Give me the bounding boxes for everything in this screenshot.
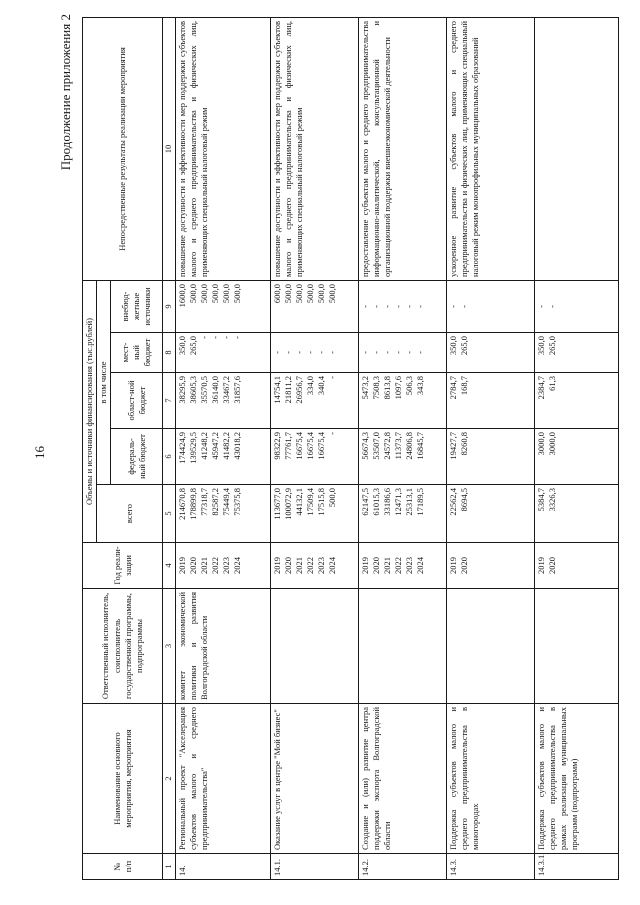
- table-row: [271, 17, 359, 879]
- regional-values: 14754,1 21811,2 26956,7 334,0 340,4 -: [271, 373, 359, 429]
- local-values: - - - - - -: [359, 333, 447, 373]
- federal-values: 174424,9 139529,5 41248,2 45947,2 41482,2 43018,2: [176, 429, 271, 485]
- federal-values: 98322,9 77761,7 16675,4 16675,4 16675,4 -: [271, 429, 359, 485]
- table-row: [447, 17, 535, 879]
- years: 2019 2020 2021 2022 2023 2024: [359, 543, 447, 589]
- result-text: ускоренное развитие субъектов малого и среднего предпринимательства и физических лиц, применяющих специальный налоговый режим монопрофильных муниципальных образований: [447, 17, 535, 280]
- row-number: 14.1.: [271, 854, 359, 880]
- header-extra: внебюд-жетные источники: [111, 280, 163, 332]
- result-text: предоставление субъектам малого и среднего предпринимательства информационно-аналитической, консультационной и организационной поддержки внешнеэкономической деятельности: [359, 17, 447, 280]
- executor: [359, 589, 447, 704]
- total-values: 214670,8 178899,8 77318,7 82587,2 75449,4 75375,8: [176, 485, 271, 543]
- measure-name: Региональный проект "Акселерация субъектов малого и среднего предпринимательства": [176, 704, 271, 854]
- executor: [535, 589, 619, 704]
- table-row: [176, 17, 271, 879]
- header-federal: федераль-ный бюджет: [111, 429, 163, 485]
- extra-values: 1600,0 500,0 500,0 500,0 500,0 500,0: [176, 280, 271, 332]
- executor: [271, 589, 359, 704]
- row-number: 14.2.: [359, 854, 447, 880]
- executor: [447, 589, 535, 704]
- total-values: 22562,4 8694,5: [447, 485, 535, 543]
- extra-values: - -: [447, 280, 535, 332]
- measure-name: Оказание услуг в центре "Мой бизнес": [271, 704, 359, 854]
- total-values: 5384,7 3326,3: [535, 485, 619, 543]
- table-row: [359, 17, 447, 879]
- header-incl: в том числе: [97, 280, 111, 484]
- years: 2019 2020 2021 2022 2023 2024: [176, 543, 271, 589]
- header-executor: Ответственный исполнитель, соисполнитель государственной программы, подпрограммы: [83, 589, 163, 704]
- row-number: 14.3.1.: [535, 854, 619, 880]
- header-results: Непосредственные результаты реализации мероприятия: [83, 17, 163, 280]
- years: 2019 2020: [535, 543, 619, 589]
- header-funding: Объемы и источники финансирования (тыс.рублей): [83, 280, 97, 542]
- table-row: [535, 17, 619, 879]
- extra-values: - - - - - -: [359, 280, 447, 332]
- extra-values: - -: [535, 280, 619, 332]
- col-number: 4: [163, 543, 176, 589]
- measure-name: Поддержка субъектов малого и среднего предпринимательства в моногородах: [447, 704, 535, 854]
- years: 2019 2020 2021 2022 2023 2024: [271, 543, 359, 589]
- total-values: 62147,5 61015,3 33186,6 12471,3 25313,1 17189,5: [359, 485, 447, 543]
- col-number: 1: [163, 854, 176, 880]
- federal-values: 3000,0 3000,0: [535, 429, 619, 485]
- col-number: 3: [163, 589, 176, 704]
- page-number: 16: [32, 446, 47, 459]
- continuation-title: Продолжение приложения 2: [58, 14, 73, 171]
- measure-name: Создание и (или) развитие центра поддержки экспорта Волгоградской области: [359, 704, 447, 854]
- program-table: [82, 17, 619, 880]
- result-text: повышение доступности и эффективности мер поддержки субъектов малого и среднего предпринимательства и физических лиц, применяющих специальный налоговый режим: [271, 17, 359, 280]
- header-no: № п/п: [83, 854, 163, 880]
- col-number: 5: [163, 485, 176, 543]
- executor: комитет экономической политики и развития Волгоградской области: [176, 589, 271, 704]
- col-number: 10: [163, 17, 176, 280]
- result-text: повышение доступности и эффективности мер поддержки субъектов малого и среднего предпринимательства и физических лиц, применяющих специальный налоговый режим: [176, 17, 271, 280]
- total-values: 113677,0 100072,9 44132,1 17509,4 17515,8 500,0: [271, 485, 359, 543]
- col-number: 8: [163, 333, 176, 373]
- header-local: мест-ный бюджет: [111, 333, 163, 373]
- measure-name: Поддержка субъектов малого и среднего предпринимательства в рамках реализации муниципальных программ (подпрограмм): [535, 704, 619, 854]
- col-number: 6: [163, 429, 176, 485]
- federal-values: 56674,3 53507,0 24572,8 11373,7 24806,8 16845,7: [359, 429, 447, 485]
- local-values: 350,0 265,0: [447, 333, 535, 373]
- regional-values: 38295,9 38605,3 35570,5 36140,0 33467,2 31857,6: [176, 373, 271, 429]
- federal-values: 19427,7 8260,8: [447, 429, 535, 485]
- regional-values: 2784,7 168,7: [447, 373, 535, 429]
- extra-values: 600,0 500,0 500,0 500,0 500,0 500,0: [271, 280, 359, 332]
- header-regional: област-ной бюджет: [111, 373, 163, 429]
- local-values: 350,0 265,0 - - - -: [176, 333, 271, 373]
- col-number: 2: [163, 704, 176, 854]
- header-total: всего: [97, 485, 163, 543]
- regional-values: 2384,7 61,3: [535, 373, 619, 429]
- header-year: Год реали-зации: [83, 543, 163, 589]
- local-values: - - - - - -: [271, 333, 359, 373]
- col-number: 7: [163, 373, 176, 429]
- local-values: 350,0 265,0: [535, 333, 619, 373]
- regional-values: 5473,2 7508,3 8613,8 1097,6 506,3 343,8: [359, 373, 447, 429]
- row-number: 14.3.: [447, 854, 535, 880]
- row-number: 14.: [176, 854, 271, 880]
- result-text: [535, 17, 619, 280]
- header-name: Наименование основного мероприятия, мероприятия: [83, 704, 163, 854]
- col-number: 9: [163, 280, 176, 332]
- years: 2019 2020: [447, 543, 535, 589]
